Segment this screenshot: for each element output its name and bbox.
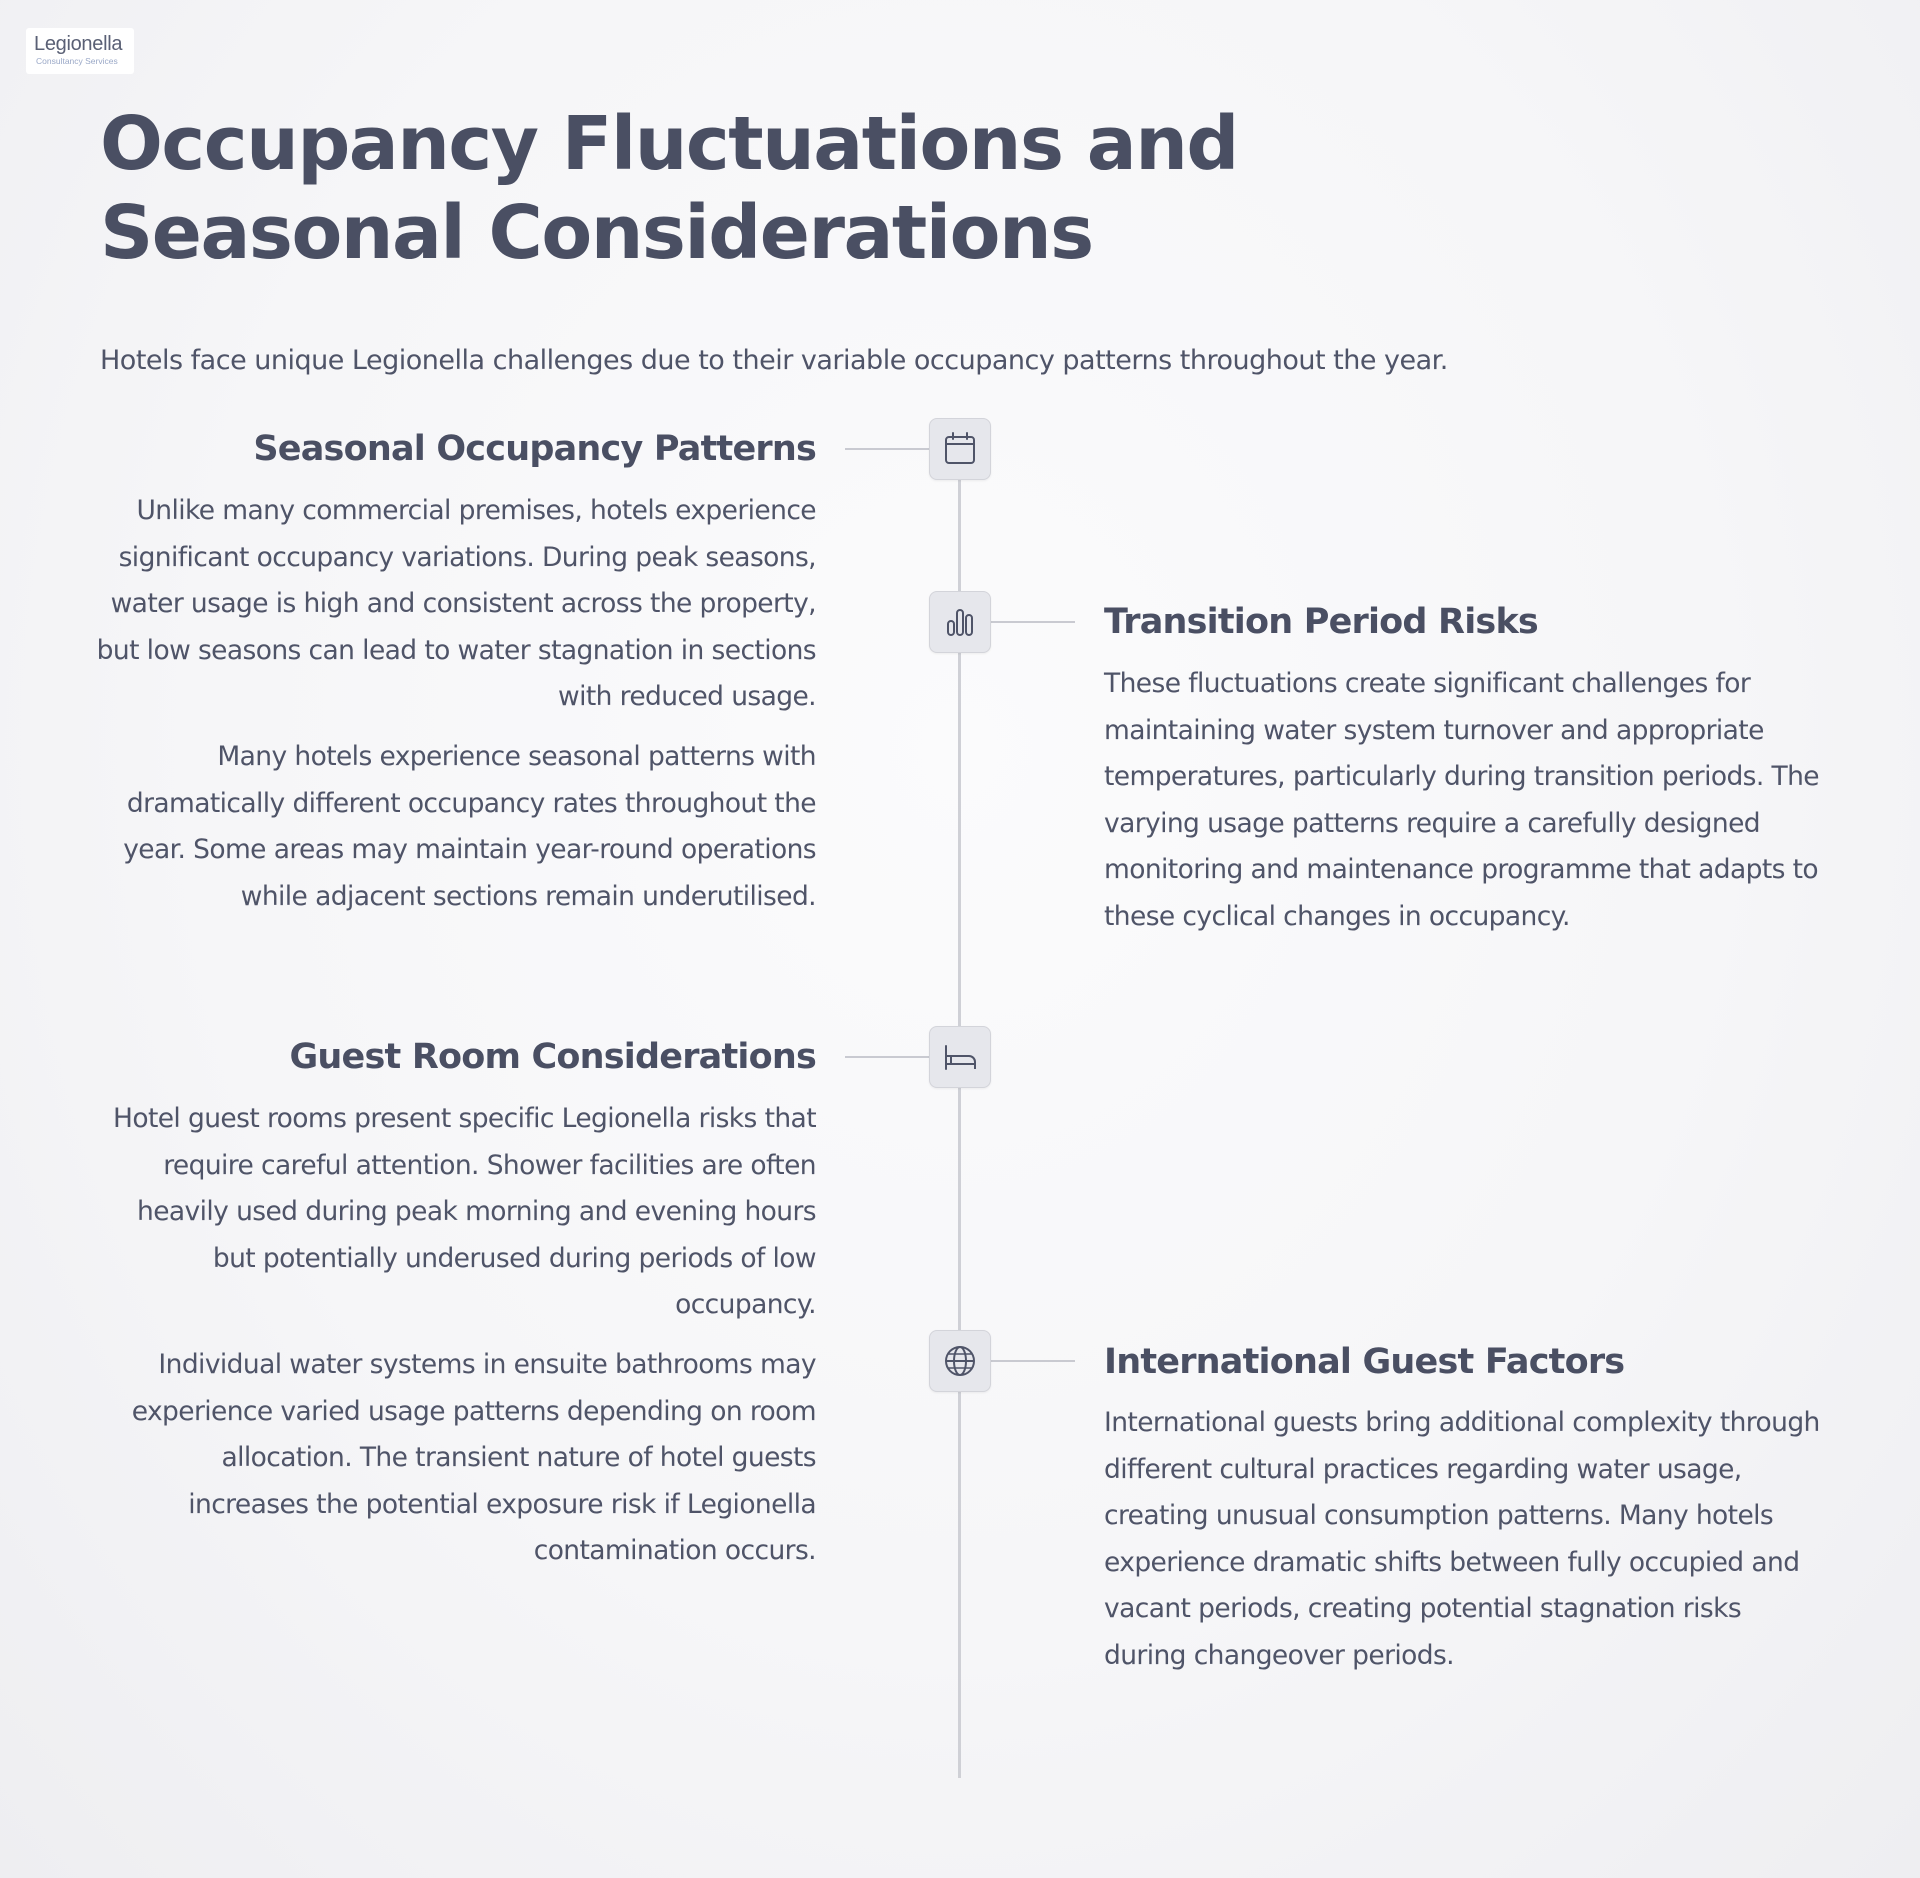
timeline-node bbox=[929, 591, 991, 653]
timeline-item-paragraph: Hotel guest rooms present specific Legionella risks that require careful attention. Shower facilities are often heavily used during peak morning and evening hours but potentially underused during periods of low occupancy. bbox=[113, 1103, 816, 1320]
timeline-node bbox=[929, 1330, 991, 1392]
timeline-item-paragraph: International guests bring additional complexity through different cultural practices regarding water usage, creating unusual consumption patterns. Many hotels experience dramatic shifts between fully occupied and vacant periods, creating potential stagnation risks during changeover periods. bbox=[1104, 1407, 1820, 1671]
page-intro: Hotels face unique Legionella challenges due to their variable occupancy patterns throughout the year. bbox=[100, 345, 1448, 376]
timeline-item-paragraph: Unlike many commercial premises, hotels experience significant occupancy variations. During peak seasons, water usage is high and consistent across the property, but low seasons can lead to water stagnation in sections with reduced usage. bbox=[96, 495, 816, 712]
timeline-connector bbox=[989, 1360, 1075, 1362]
bar-chart-icon bbox=[939, 601, 981, 643]
company-logo bbox=[26, 28, 134, 74]
logo-tagline: Consultancy Services bbox=[36, 56, 118, 66]
calendar-icon bbox=[939, 428, 981, 470]
bed-icon bbox=[939, 1036, 981, 1078]
timeline-item-title: Transition Period Risks bbox=[1104, 602, 1538, 642]
timeline-connector bbox=[845, 448, 931, 450]
timeline-connector bbox=[845, 1056, 931, 1058]
logo-name: Legionella bbox=[34, 33, 123, 55]
timeline-item-title: Seasonal Occupancy Patterns bbox=[253, 429, 816, 469]
timeline-connector bbox=[989, 621, 1075, 623]
timeline-item-paragraph: Individual water systems in ensuite bathrooms may experience varied usage patterns depending on room allocation. The transient nature of hotel guests increases the potential exposure risk if Legionella contamination occurs. bbox=[131, 1349, 816, 1566]
page-title: Occupancy Fluctuations and Seasonal Considerations bbox=[100, 101, 1238, 276]
timeline-item-paragraph: These fluctuations create significant challenges for maintaining water system turnover and appropriate temperatures, particularly during transition periods. The varying usage patterns require a carefully designed monitoring and maintenance programme that adapts to these cyclical changes in occupancy. bbox=[1104, 668, 1820, 932]
timeline-item-title: Guest Room Considerations bbox=[289, 1037, 816, 1077]
timeline-node bbox=[929, 418, 991, 480]
globe-icon bbox=[939, 1340, 981, 1382]
timeline-item-paragraph: Many hotels experience seasonal patterns with dramatically different occupancy rates throughout the year. Some areas may maintain year-round operations while adjacent sections remain underutilised. bbox=[123, 741, 816, 912]
timeline-node bbox=[929, 1026, 991, 1088]
timeline-item-title: International Guest Factors bbox=[1104, 1342, 1625, 1382]
